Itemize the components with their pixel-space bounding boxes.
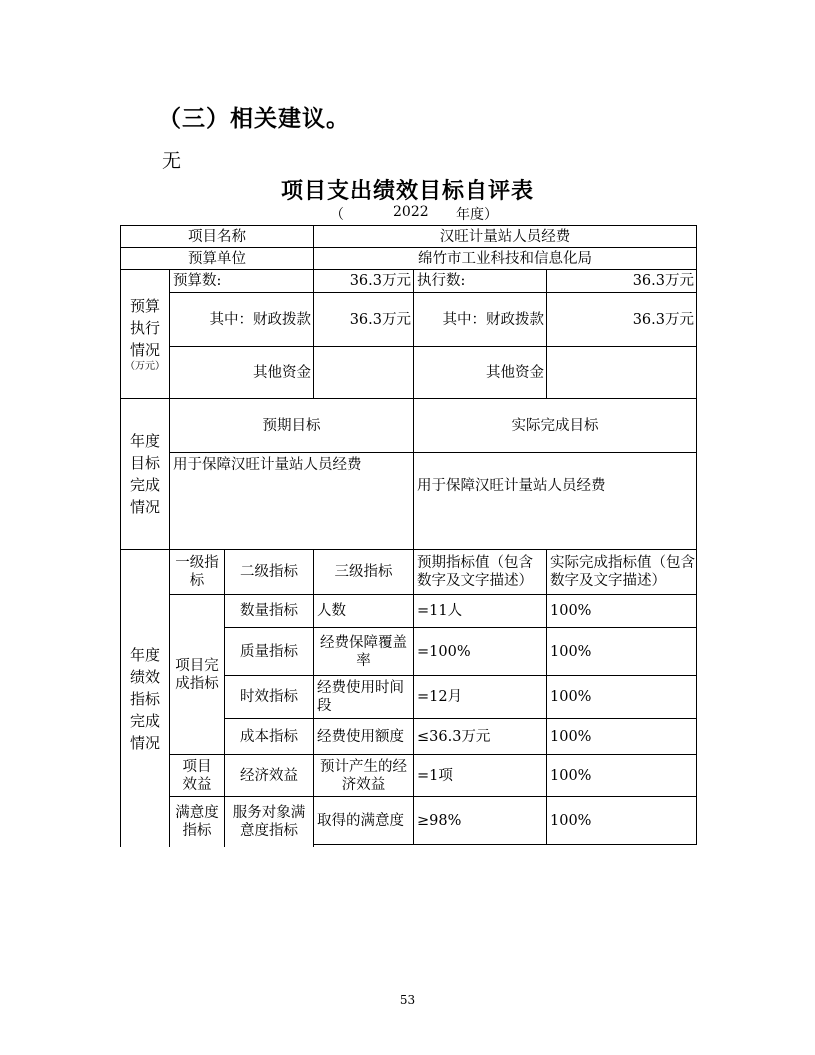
indicators-section-label xyxy=(120,549,170,847)
row-level2: 时效指标 xyxy=(224,675,314,719)
budget-count-value: 36.3万元 xyxy=(313,269,414,293)
fiscal-label: 其中：财政拨款 xyxy=(169,292,314,347)
row-level2: 经济效益 xyxy=(224,754,314,797)
expected-goal-header: 预期目标 xyxy=(169,398,414,453)
row-actual: 100% xyxy=(546,675,697,719)
row-expected: =12月 xyxy=(413,675,547,719)
level1-header xyxy=(169,549,225,595)
group-project-completion-label: 项目完成指标 xyxy=(175,657,219,692)
year-value: 2022 xyxy=(393,204,429,220)
goals-section-title: 年度目标完成情况 xyxy=(129,432,160,516)
level3-header: 三级指标 xyxy=(313,549,414,595)
exec-count-value: 36.3万元 xyxy=(546,269,697,293)
group-project-completion xyxy=(169,594,225,755)
other-funds-value xyxy=(313,346,414,399)
row-expected: ≥98% xyxy=(413,796,547,845)
budget-section-unit: （万元） xyxy=(125,361,165,372)
exec-count-label: 执行数: xyxy=(413,269,547,293)
budget-count-label: 预算数: xyxy=(169,269,314,293)
expected-value-header: 预期指标值（包含数字及文字描述） xyxy=(413,549,547,595)
year-unit: 年度） xyxy=(456,207,498,223)
year-paren-left: （ xyxy=(330,207,344,223)
group-project-benefit xyxy=(169,754,225,797)
budget-section-label xyxy=(120,269,170,399)
fiscal-exec-label: 其中：财政拨款 xyxy=(413,292,547,347)
row-level2: 数量指标 xyxy=(224,594,314,628)
budget-unit-label: 预算单位 xyxy=(120,247,314,270)
actual-value-header: 实际完成指标值（包含数字及文字描述） xyxy=(546,549,697,595)
row-level2: 成本指标 xyxy=(224,718,314,755)
row-level2: 质量指标 xyxy=(224,627,314,676)
row-level3-text: 预计产生的经济效益 xyxy=(320,758,407,793)
fiscal-exec-value: 36.3万元 xyxy=(546,292,697,347)
row-level3 xyxy=(313,627,414,676)
actual-goal-text: 用于保障汉旺计量站人员经费 xyxy=(413,452,697,550)
section-heading: （三）相关建议。 xyxy=(158,106,350,132)
row-level3: 人数 xyxy=(313,594,414,628)
row-expected: ≤36.3万元 xyxy=(413,718,547,755)
expected-goal-text: 用于保障汉旺计量站人员经费 xyxy=(169,452,414,550)
row-level3: 经费使用额度 xyxy=(313,718,414,755)
row-actual: 100% xyxy=(546,796,697,845)
table-title: 项目支出绩效目标自评表 xyxy=(280,179,534,204)
budget-section-title: 预算执行情况 xyxy=(129,297,160,359)
level1-header-text: 一级指标 xyxy=(175,555,219,589)
row-expected: =11人 xyxy=(413,594,547,628)
row-actual: 100% xyxy=(546,627,697,676)
row-level2-text: 服务对象满意度指标 xyxy=(232,805,306,839)
row-actual: 100% xyxy=(546,718,697,755)
row-level3: 取得的满意度 xyxy=(313,796,414,845)
row-level2 xyxy=(224,796,314,847)
row-actual: 100% xyxy=(546,754,697,797)
group-project-benefit-label: 项目效益 xyxy=(182,758,212,793)
fiscal-value: 36.3万元 xyxy=(313,292,414,347)
row-expected: =1项 xyxy=(413,754,547,797)
other-funds-exec-label: 其他资金 xyxy=(413,346,547,399)
other-funds-label: 其他资金 xyxy=(169,346,314,399)
project-name-label: 项目名称 xyxy=(120,225,314,248)
budget-unit-value: 绵竹市工业科技和信息化局 xyxy=(313,247,697,270)
project-name-value: 汉旺计量站人员经费 xyxy=(313,225,697,248)
row-level3-text: 经费保障覆盖率 xyxy=(320,634,407,669)
actual-goal-header: 实际完成目标 xyxy=(413,398,697,453)
group-satisfaction xyxy=(169,796,225,847)
suggestion-text: 无 xyxy=(162,150,182,172)
row-expected: =100% xyxy=(413,627,547,676)
group-satisfaction-label: 满意度指标 xyxy=(175,805,219,839)
row-level3 xyxy=(313,675,414,719)
row-actual: 100% xyxy=(546,594,697,628)
indicators-section-title: 年度绩效指标完成情况 xyxy=(129,645,160,752)
level2-header: 二级指标 xyxy=(224,549,314,595)
row-level3-text: 经费使用时间段 xyxy=(317,680,404,714)
page-number: 53 xyxy=(399,993,416,1007)
row-level3 xyxy=(313,754,414,797)
other-funds-exec-value xyxy=(546,346,697,399)
goals-section-label xyxy=(120,398,170,550)
